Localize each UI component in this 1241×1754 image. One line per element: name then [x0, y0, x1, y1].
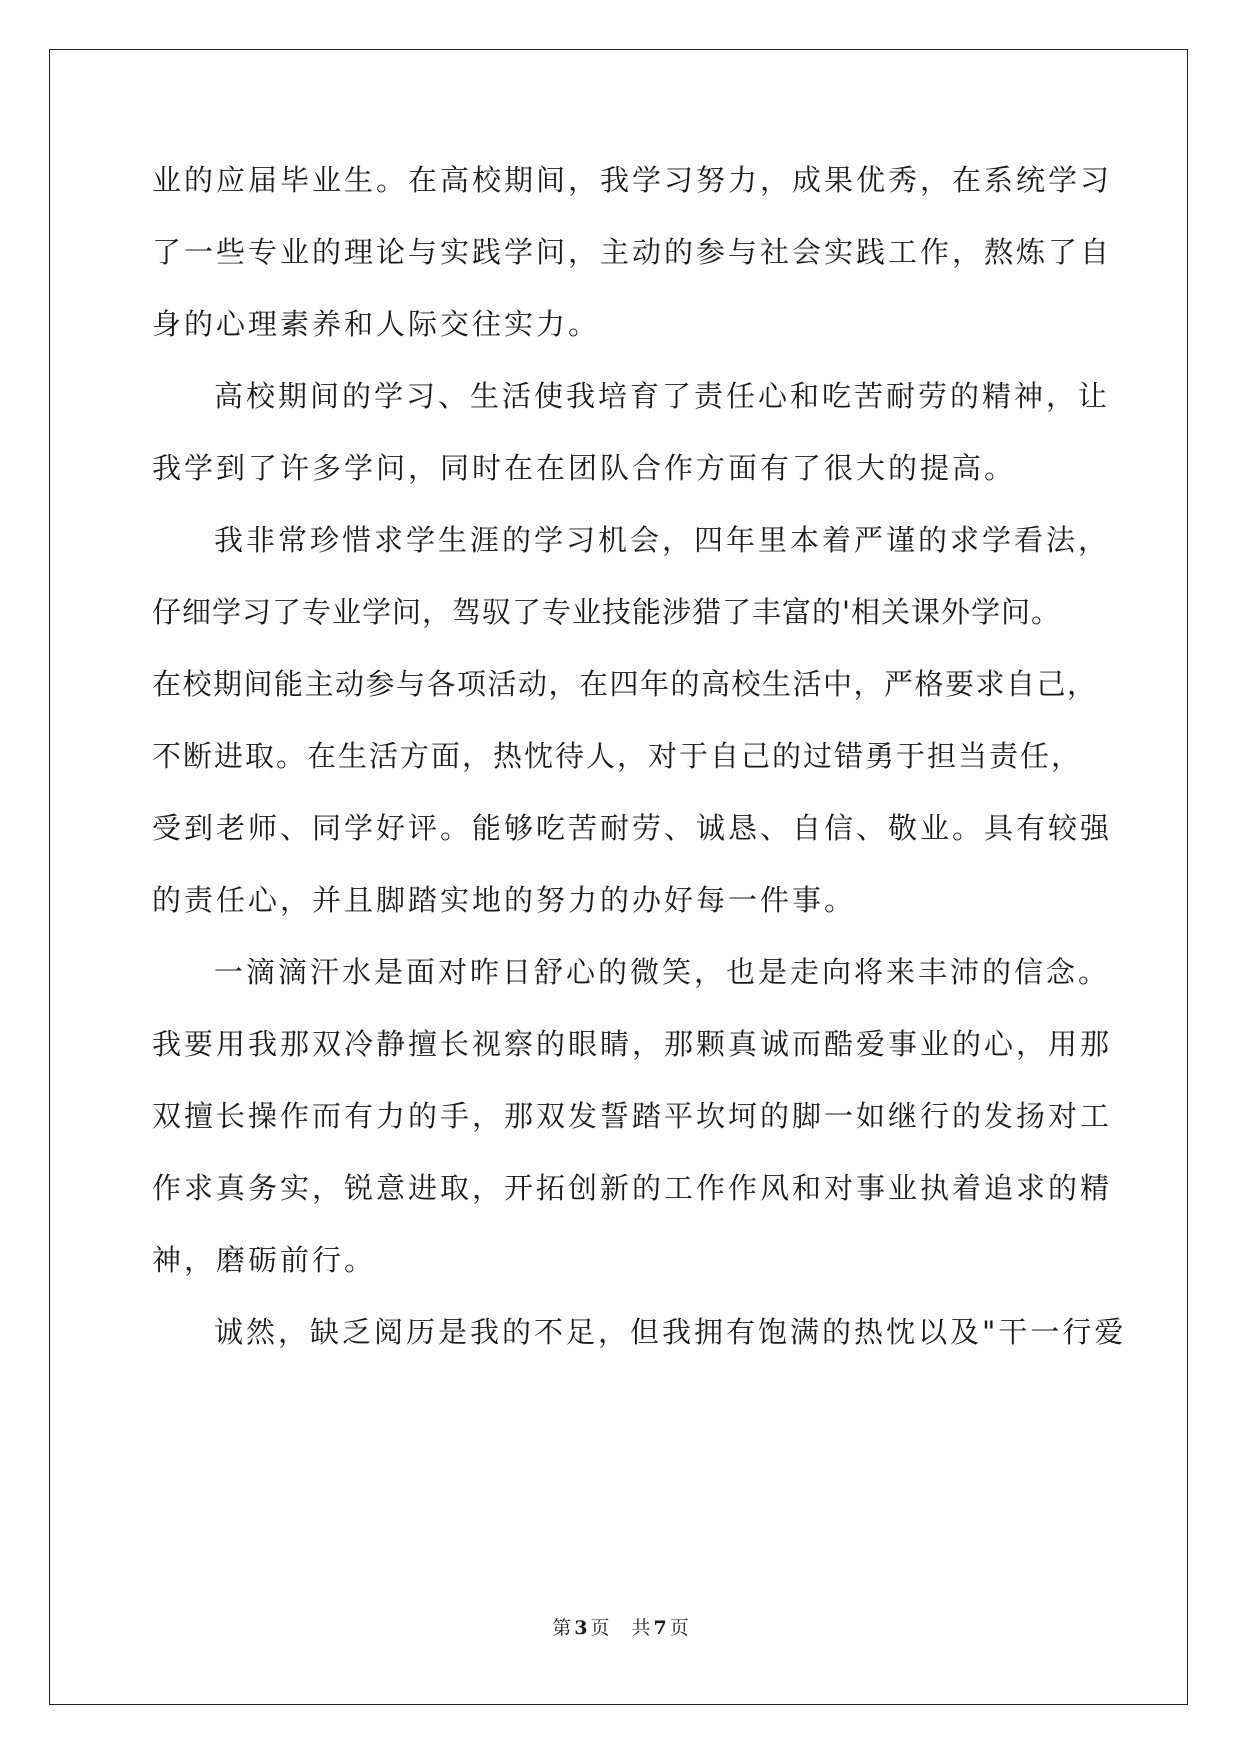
paragraph-line: 神，磨砺前行。 — [152, 1243, 377, 1277]
page-footer — [0, 1613, 1241, 1640]
page-number: 3 — [574, 1617, 588, 1639]
paragraph-line: 受到老师、同学好评。能够吃苦耐劳、诚恳、自信、敬业。具有较强 — [152, 811, 1113, 845]
paragraph-line: 了一些专业的理论与实践学问，主动的参与社会实践工作，熬炼了自 — [152, 235, 1113, 269]
total-prefix: 共 — [631, 1617, 651, 1639]
paragraph-line: 我要用我那双冷静擅长视察的眼睛，那颗真诚而酷爱事业的心，用那 — [152, 1027, 1113, 1061]
paragraph-line: 一滴滴汗水是面对昨日舒心的微笑，也是走向将来丰沛的信念。 — [214, 955, 1111, 989]
page-prefix: 第 — [552, 1617, 572, 1639]
paragraph-line: 不断进取。在生活方面，热忱待人，对于自己的过错勇于担当责任， — [152, 739, 1083, 773]
paragraph-line: 高校期间的学习、生活使我培育了责任心和吃苦耐劳的精神，让 — [214, 379, 1111, 413]
paragraph-line: 仔细学习了专业学问，驾驭了专业技能涉猎了丰富的'相关课外学问。 — [152, 595, 1061, 629]
paragraph-line: 我学到了许多学问，同时在在团队合作方面有了很大的提高。 — [152, 451, 1017, 485]
paragraph-line: 在校期间能主动参与各项活动，在四年的高校生活中，严格要求自己， — [152, 667, 1098, 701]
paragraph-line: 业的应届毕业生。在高校期间，我学习努力，成果优秀，在系统学习 — [152, 163, 1113, 197]
page-suffix: 页 — [590, 1617, 610, 1639]
paragraph-line: 作求真务实，锐意进取，开拓创新的工作作风和对事业执着追求的精 — [152, 1171, 1113, 1205]
paragraph-line: 诚然，缺乏阅历是我的不足，但我拥有饱满的热忱以及"干一行爱 — [214, 1315, 1127, 1349]
paragraph-line: 我非常珍惜求学生涯的学习机会，四年里本着严谨的求学看法， — [214, 523, 1111, 557]
total-suffix: 页 — [669, 1617, 689, 1639]
total-pages: 7 — [653, 1617, 667, 1639]
page-border — [49, 49, 1188, 1705]
paragraph-line: 身的心理素养和人际交往实力。 — [152, 307, 601, 341]
paragraph-line: 双擅长操作而有力的手，那双发誓踏平坎坷的脚一如继行的发扬对工 — [152, 1099, 1113, 1133]
paragraph-line: 的责任心，并且脚踏实地的努力的办好每一件事。 — [152, 883, 857, 917]
